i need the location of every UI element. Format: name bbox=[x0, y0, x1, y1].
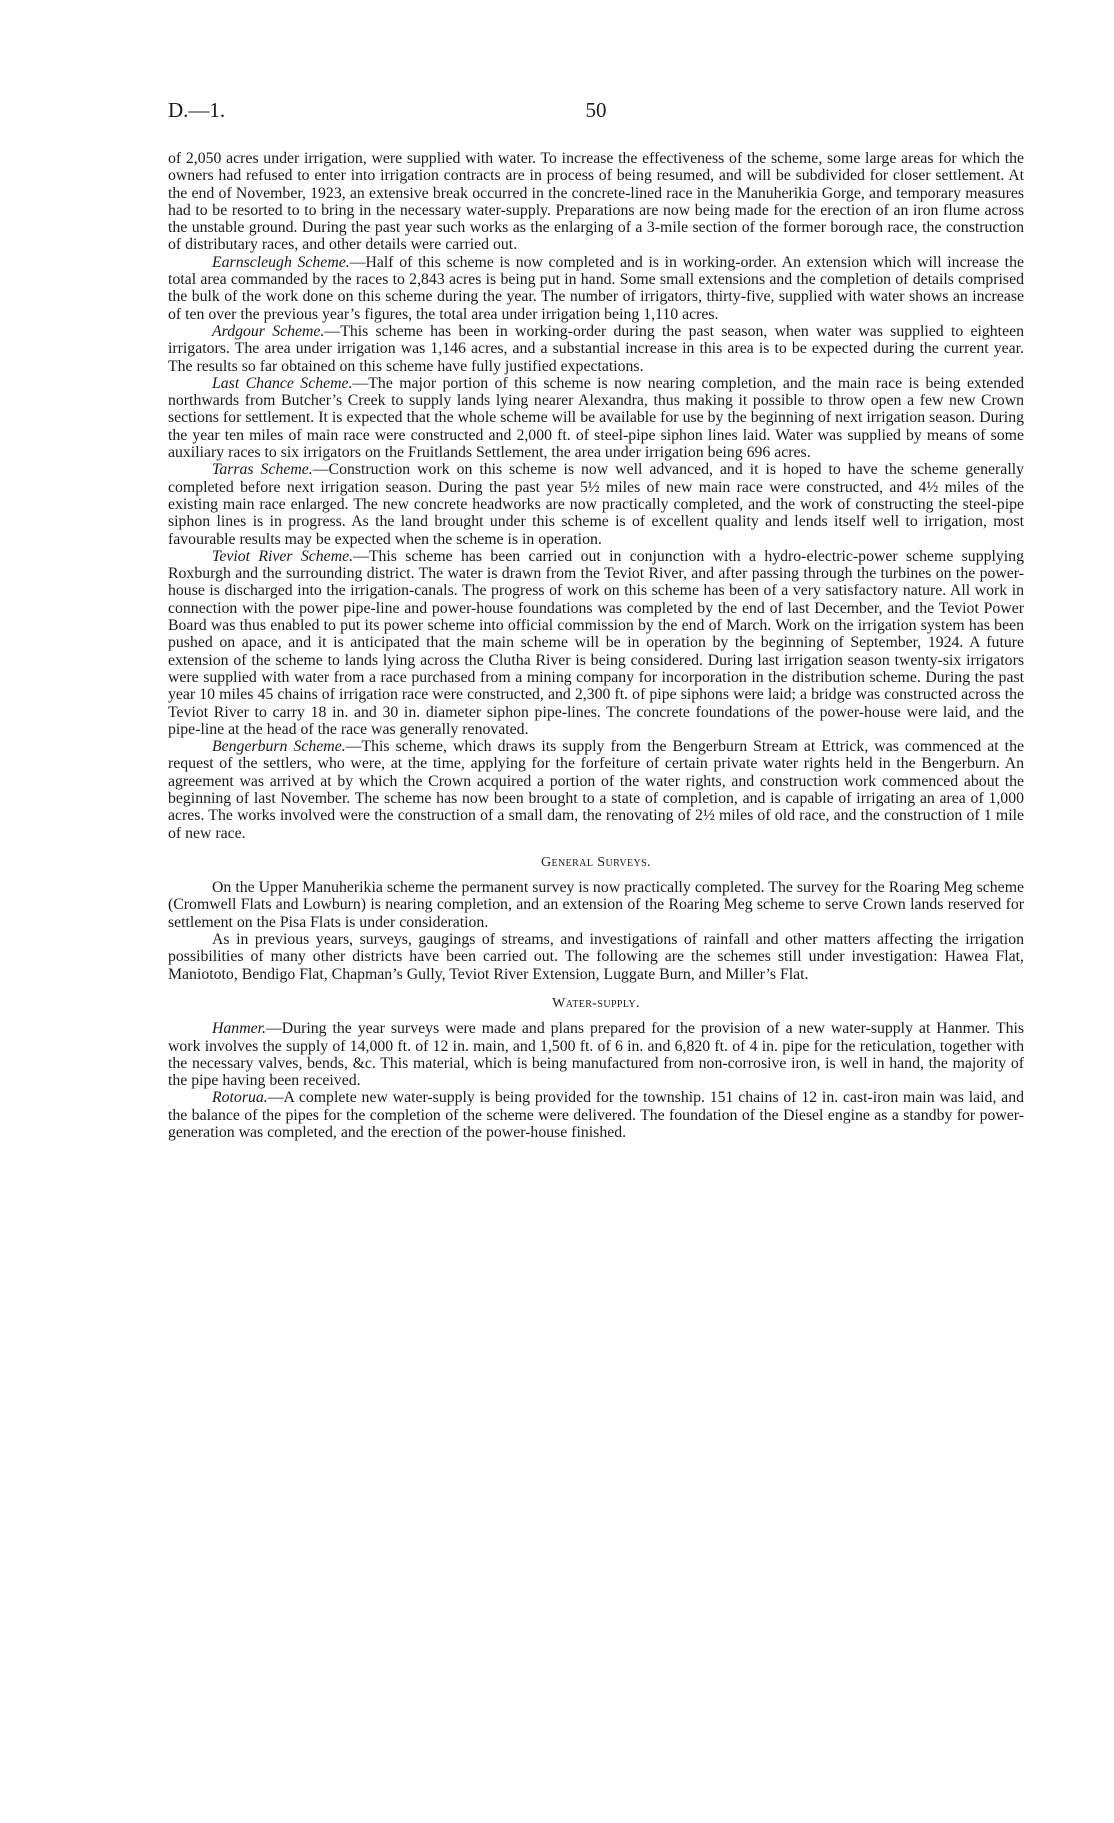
scheme-paragraph-ardgour bbox=[168, 323, 1024, 375]
scheme-title: Last Chance Scheme. bbox=[212, 374, 353, 392]
scheme-title: Ardgour Scheme. bbox=[212, 322, 325, 340]
scheme-text: —The major portion of this scheme is now nearing completion, and the main race is being extended northwards from Butcher’s Creek to supply lands lying nearer Alexandra, thus making it possible to throw open a few new Crown sections for settlement. It is expected that the whole scheme will be available for use by the beginning of next irrigation season. During the year ten miles of main race were constructed and 2,000 ft. of steel-pipe siphon lines laid. Water was supplied by means of some auxiliary races to six irrigators on the Fruitlands Settlement, the area under irrigation being 696 acres. bbox=[168, 374, 1024, 462]
scheme-title: Bengerburn Scheme. bbox=[212, 738, 346, 756]
place-text: —During the year surveys were made and plans prepared for the provision of a new water-supply at Hanmer. This work involves the supply of 14,000 ft. of 12 in. main, and 1,500 ft. of 6 in. and 6,820 ft. of 4 in. pipe for the reticulation, together with the necessary valves, bends, &c. This material, which is being manufactured from non-corrosive iron, is well in hand, the majority of the pipe having been received. bbox=[168, 1020, 1024, 1090]
intro-paragraph: of 2,050 acres under irrigation, were supplied with water. To increase the effectiveness of the scheme, some large areas for which the owners had refused to enter into irrigation contracts are in process of being resumed, and will be subdivided for closer settlement. At the end of November, 1923, an extensive break occurred in the concrete-lined race in the Manuherikia Gorge, and temporary measures had to be resorted to to bring in the necessary water-supply. Preparations are now being made for the erection of an iron flume across the unstable ground. During the past year such works as the enlarging of a 3-mile section of the former borough race, the construction of distributary races, and other details were carried out. bbox=[168, 150, 1024, 254]
water-supply-paragraph-rotorua bbox=[168, 1089, 1024, 1141]
scheme-paragraph-tarras bbox=[168, 461, 1024, 547]
page-header bbox=[168, 98, 1024, 138]
page-body bbox=[168, 150, 1024, 1141]
scheme-title: Tarras Scheme. bbox=[212, 461, 313, 479]
scheme-paragraph-teviot bbox=[168, 548, 1024, 738]
scheme-paragraph-bengerburn bbox=[168, 738, 1024, 842]
scheme-title: Earnscleugh Scheme. bbox=[212, 253, 350, 271]
scheme-text: —This scheme has been in working-order during the past season, when water was supplied to eighteen irrigators. The area under irrigation was 1,146 acres, and a substantial increase in this area is to be expected during the current year. The results so far obtained on this scheme have fully justified expectations. bbox=[168, 322, 1024, 375]
scheme-title: Teviot River Scheme. bbox=[212, 547, 354, 565]
document-reference: D.—1. bbox=[168, 98, 226, 122]
section-heading-water-supply: Water-supply. bbox=[552, 995, 640, 1011]
scheme-text: —Construction work on this scheme is now well advanced, and it is hoped to have the scheme generally completed before next irrigation season. During the past year 5½ miles of new main race were constructed, and 4½ miles of the existing main race enlarged. The new concrete headworks are now practically completed, and the work of constructing the steel-pipe siphon lines is in progress. As the land brought under this scheme is of excellent quality and lends itself well to irrigation, most favourable results may be expected when the scheme is in operation. bbox=[168, 461, 1024, 548]
page-number: 50 bbox=[585, 98, 607, 122]
water-supply-paragraph-hanmer bbox=[168, 1020, 1024, 1089]
place-text: —A complete new water-supply is being provided for the township. 151 chains of 12 in. cast-iron main was laid, and the balance of the pipes for the completion of the scheme were delivered. The foundation of the Diesel engine as a standby for power-generation was completed, and the erection of the power-house finished. bbox=[168, 1089, 1024, 1142]
scheme-paragraph-last-chance bbox=[168, 375, 1024, 461]
surveys-paragraph: As in previous years, surveys, gaugings of streams, and investigations of rainfall and other matters affecting the irrigation possibilities of many other districts have been carried out. The following are the schemes still under investigation: Hawea Flat, Maniototo, Bendigo Flat, Chapman’s Gully, Teviot River Extension, Luggate Burn, and Miller’s Flat. bbox=[168, 931, 1024, 983]
section-heading-general-surveys: General Surveys. bbox=[541, 854, 651, 870]
place-title: Hanmer. bbox=[212, 1020, 266, 1038]
place-title: Rotorua. bbox=[212, 1089, 268, 1107]
scheme-text: —This scheme has been carried out in conjunction with a hydro-electric-power scheme supplying Roxburgh and the surrounding district. The water is drawn from the Teviot River, and after passing through the turbines on the power-house is discharged into the irrigation-canals. The progress of work on this scheme has been of a very satisfactory nature. All work in connection with the power pipe-line and power-house foundations was completed by the end of last December, and the Teviot Power Board was thus enabled to put its power scheme into official commission by the end of March. Work on the irrigation system has been pushed on apace, and it is anticipated that the main scheme will be in operation by the beginning of September, 1924. A future extension of the scheme to lands lying across the Clutha River is being considered. During last irrigation season twenty-six irrigators were supplied with water from a race purchased from a mining company for incorporation in the distribution scheme. During the past year 10 miles 45 chains of irrigation race were constructed, and 2,300 ft. of pipe siphons were laid; a bridge was constructed across the Teviot River to carry 18 in. and 30 in. diameter siphon pipe-lines. The concrete foundations of the power-house were laid, and the pipe-line at the head of the race was generally renovated. bbox=[168, 547, 1024, 738]
scheme-text: —This scheme, which draws its supply from the Bengerburn Stream at Ettrick, was commenced at the request of the settlers, who were, at the time, applying for the forfeiture of certain private water rights held in the Bengerburn. An agreement was arrived at by which the Crown acquired a portion of the water rights, and construction work commenced about the beginning of last November. The scheme has now been brought to a state of completion, and is capable of irrigating an area of 1,000 acres. The works involved were the construction of a small dam, the renovating of 2½ miles of old race, and the construction of 1 mile of new race. bbox=[168, 738, 1024, 842]
scheme-text: —Half of this scheme is now completed and is in working-order. An extension which will increase the total area commanded by the races to 2,843 acres is being put in hand. Some small extensions and the completion of details comprised the bulk of the work done on this scheme during the year. The number of irrigators, thirty-five, supplied with water shows an increase of ten over the previous year’s figures, the total area under irrigation being 1,110 acres. bbox=[168, 253, 1024, 323]
scheme-paragraph-earnscleugh bbox=[168, 254, 1024, 323]
surveys-paragraph: On the Upper Manuherikia scheme the permanent survey is now practically completed. The survey for the Roaring Meg scheme (Cromwell Flats and Lowburn) is nearing completion, and an extension of the Roaring Meg scheme to serve Crown lands reserved for settlement on the Pisa Flats is under consideration. bbox=[168, 879, 1024, 931]
